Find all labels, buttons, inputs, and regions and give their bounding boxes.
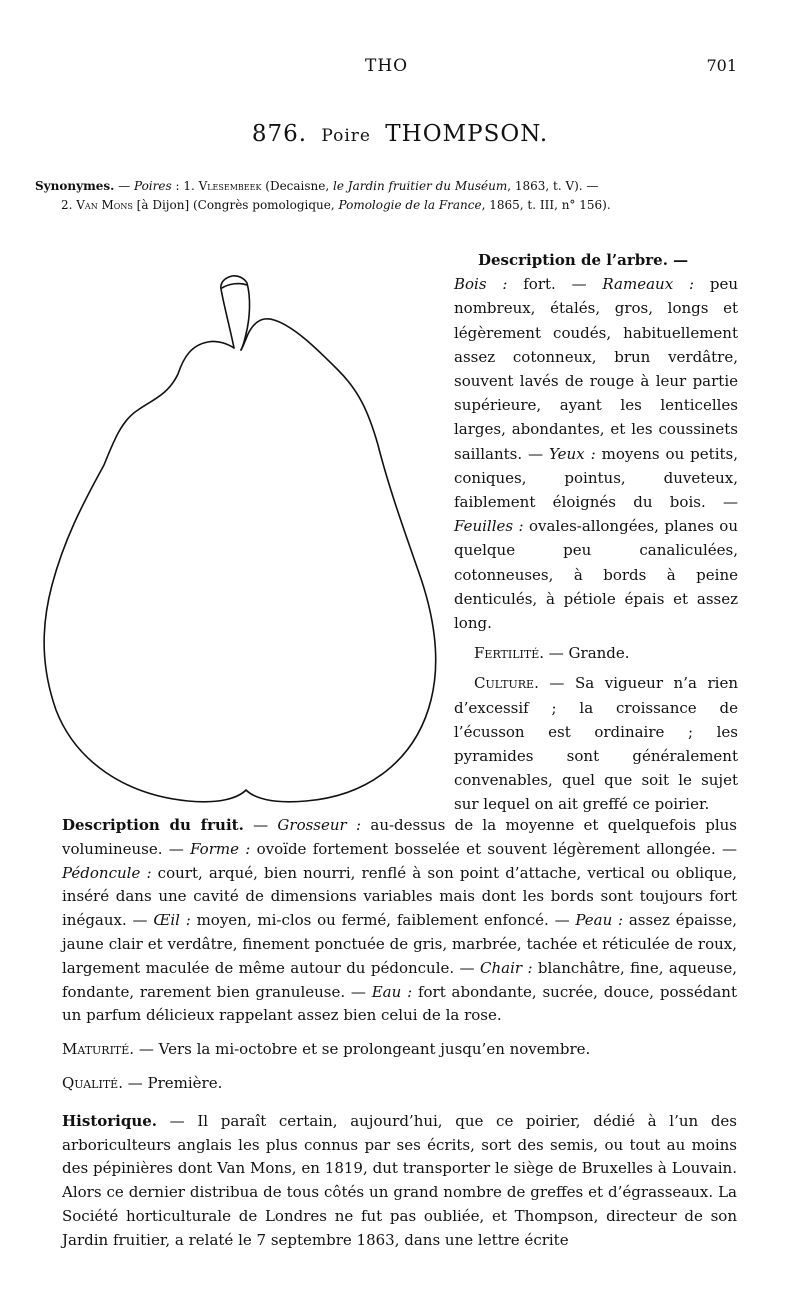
tree-heading: Description de l’arbre. — bbox=[478, 251, 689, 269]
term-rameaux: Rameaux : bbox=[602, 275, 695, 294]
entry-kind: Poire bbox=[321, 126, 371, 146]
fertility-paragraph: Fertilité. — Grande. bbox=[474, 644, 630, 663]
fertility-label: Fertilité. bbox=[474, 644, 544, 663]
entry-title bbox=[0, 121, 800, 147]
term-pedoncule: Pédoncule : bbox=[62, 863, 152, 882]
culture-label: Culture. bbox=[474, 674, 539, 693]
term-bois: Bois : bbox=[454, 275, 508, 294]
running-title: THO bbox=[365, 56, 409, 76]
history-heading: Historique. bbox=[62, 1111, 158, 1130]
synonyms-line-2: 2. Van Mons [à Dijon] (Congrès pomologique, Pomologie de la France, 1865, t. III, n° 156). bbox=[61, 198, 611, 212]
synonym-name: Vlesembeek bbox=[198, 179, 262, 193]
pear-body-outline bbox=[44, 319, 436, 802]
term-yeux: Yeux : bbox=[549, 444, 596, 463]
tree-description-text: Bois : fort. — Rameaux : peu nombreux, étalés, gros, longs et légèrement coudés, habituellement assez cotonneux, brun verdâtre, souvent lavés de rouge à leur partie supérieure, ayant les lenticelles larges, abondantes, et les coussinets saillants. — Yeux : moyens ou petits, coniques, pointus, duveteux, faiblement éloignés du bois. — Feuilles : ovales-allongées, planes ou quelque peu canaliculées, cotonneuses, à bords à peine denticulés, à pétiole épais et assez long. bbox=[454, 275, 738, 633]
pear-outline-illustration bbox=[38, 270, 443, 825]
synonyms-block bbox=[35, 177, 745, 215]
maturity-paragraph: Maturité. — Vers la mi-octobre et se prolongeant jusqu’en novembre. bbox=[62, 1040, 591, 1059]
synonym-source: Pomologie de la France bbox=[338, 198, 482, 212]
term-peau: Peau : bbox=[575, 911, 624, 930]
running-head bbox=[0, 56, 800, 84]
fruit-and-history-text bbox=[62, 814, 737, 1253]
entry-name: THOMPSON. bbox=[385, 121, 549, 147]
fruit-description-paragraph: Description du fruit. — Grosseur : au-dessus de la moyenne et quelquefois plus volumineuse. — Forme : ovoïde fortement bosselée et souvent légèrement allongée. — Pédoncule : court, arqué, bien nourri, renflé à son point d’attache, vertical ou oblique, inséré dans une cavité de dimensions variables mais dont les bords sont toujours fort inégaux. — Œil : moyen, mi-clos ou fermé, faiblement enfoncé. — Peau : assez épaisse, jaune clair et verdâtre, finement ponctuée de gris, marbrée, tachée et réticulée de roux, largement maculée de même autour du pédoncule. — Chair : blanchâtre, fine, aqueuse, fondante, rarement bien granuleuse. — Eau : fort abondante, sucrée, douce, possédant un parfum délicieux rappelant assez bien celui de la rose. bbox=[62, 816, 737, 1025]
synonym-source: le Jardin fruitier du Muséum bbox=[333, 179, 508, 193]
term-feuilles: Feuilles : bbox=[454, 517, 524, 536]
synonym-name: Van Mons bbox=[76, 198, 133, 212]
term-forme: Forme : bbox=[190, 839, 251, 858]
synonyms-line-1: Synonymes. — Poires : 1. Vlesembeek (Decaisne, le Jardin fruitier du Muséum, 1863, t. V). — bbox=[35, 179, 599, 193]
term-chair: Chair : bbox=[479, 958, 533, 977]
page-number: 701 bbox=[706, 56, 737, 75]
quality-paragraph: Qualité. — Première. bbox=[62, 1073, 223, 1092]
synonyms-label: Synonymes. bbox=[35, 179, 115, 193]
term-eau: Eau : bbox=[371, 982, 413, 1001]
culture-paragraph: Culture. — Sa vigueur n’a rien d’excessif ; la croissance de l’écusson est ordinaire ; les pyramides sont généralement convenables, quel que soit le sujet sur lequel on ait greffé ce poirier. bbox=[454, 674, 738, 814]
fruit-heading: Description du fruit. bbox=[62, 816, 244, 834]
quality-label: Qualité. bbox=[62, 1073, 123, 1092]
pear-stem-tip bbox=[222, 284, 247, 288]
history-paragraph: Historique. — Il paraît certain, aujourd’hui, que ce poirier, dédié à l’un des arboriculteurs anglais les plus connus par ses écrits, sort des semis, ou tout au moins des pépinières dont Van Mons, en 1819, dut transporter le siège de Bruxelles à Louvain. Alors ce dernier distribua de tous côtés un grand nombre de greffes et d’égrasseaux. La Société horticulturale de Londres ne fut pas oubliée, et Thompson, directeur de son Jardin fruitier, a relaté le 7 septembre 1863, dans une lettre écrite bbox=[62, 1111, 737, 1249]
term-oeil: Œil : bbox=[153, 911, 191, 930]
maturity-label: Maturité. bbox=[62, 1040, 135, 1059]
entry-number: 876. bbox=[251, 121, 308, 147]
tree-description-column bbox=[454, 248, 738, 817]
term-grosseur: Grosseur : bbox=[277, 816, 362, 834]
